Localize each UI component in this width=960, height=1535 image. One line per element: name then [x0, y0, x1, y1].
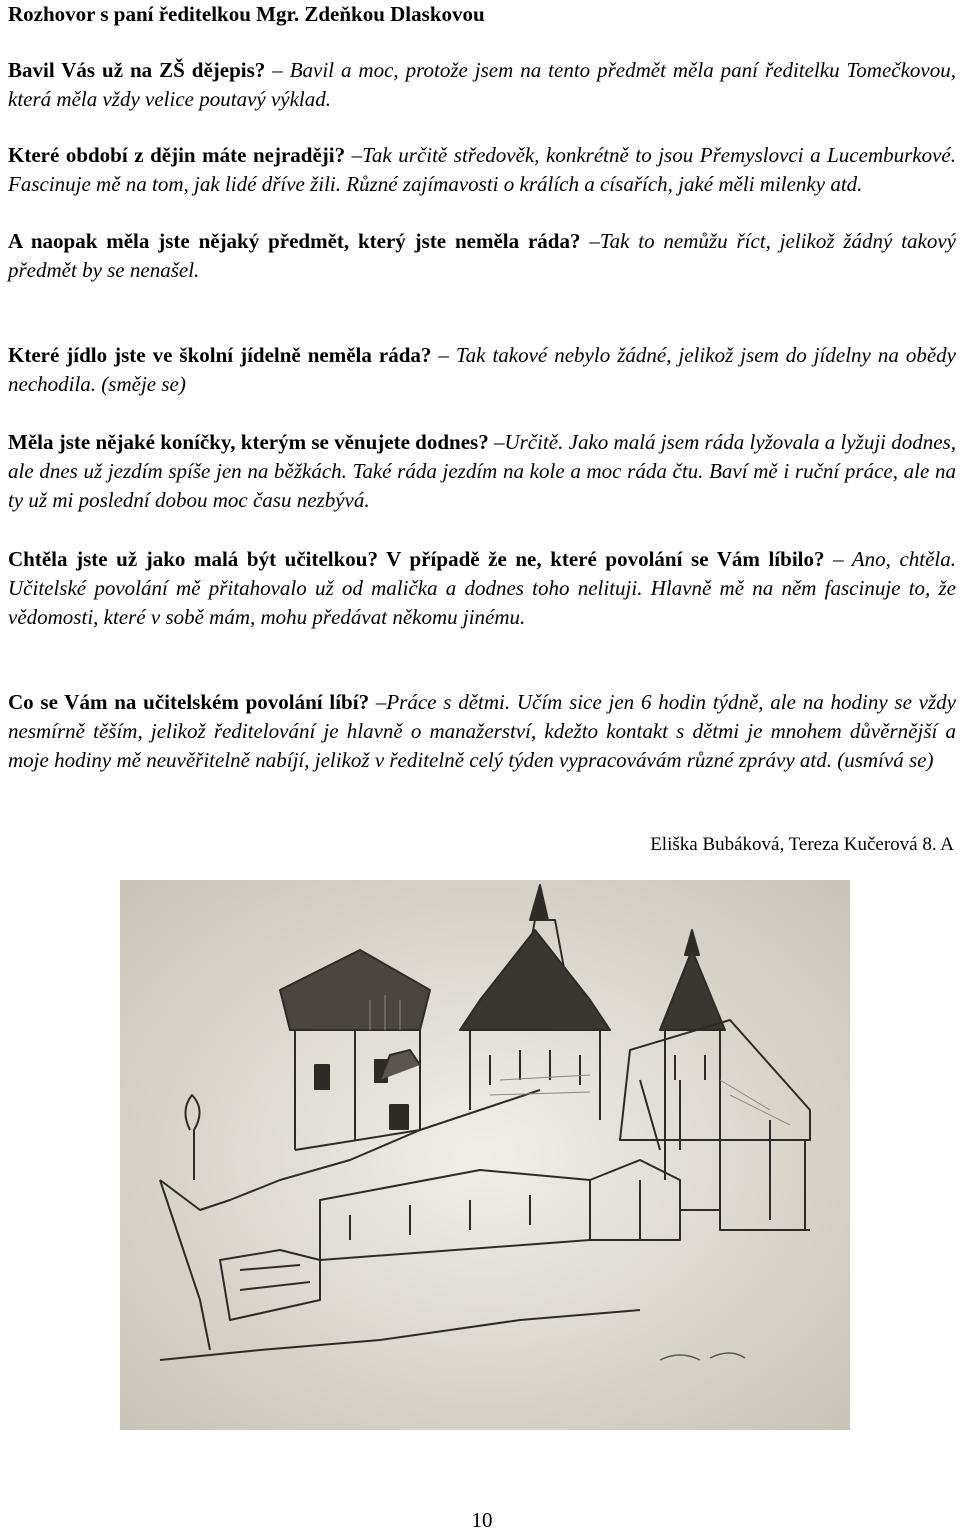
qa-block: [8, 341, 956, 399]
paper-background: [120, 880, 850, 1430]
question: Které období z dějin máte nejraději?: [8, 143, 346, 167]
qa-block: [8, 428, 956, 515]
answer: –Tak to nemůžu říct, jelikož žádný takový předmět by se nenašel.: [8, 229, 957, 282]
question: Měla jste nějaké koníčky, kterým se věnujete dodnes?: [8, 430, 489, 454]
question: Co se Vám na učitelském povolání líbí?: [8, 690, 370, 714]
answer: –Práce s dětmi. Učím sice jen 6 hodin týdně, ale na hodiny se vždy nesmírně těším, jelikož ředitelování je hlavně o manažerství, kdežto kontakt s dětmi je mnohem důvěrnější a moje hodiny mě neuvěřitelně nabíjí, jelikož v ředitelně celý týden vypracovávám různé zprávy atd. (usmívá se): [8, 690, 956, 772]
qa-block: [8, 545, 956, 632]
question: A naopak měla jste nějaký předmět, který jste neměla ráda?: [8, 229, 581, 253]
page-number: 10: [471, 1508, 493, 1532]
question: Chtěla jste už jako malá být učitelkou? V případě že ne, které povolání se Vám líbilo?: [8, 547, 825, 571]
page-title: Rozhovor s paní ředitelkou Mgr. Zdeňkou Dlaskovou: [8, 2, 485, 26]
answer: – Bavil a moc, protože jsem na tento předmět měla paní ředitelku Tomečkovou, která měla vždy velice poutavý výklad.: [8, 58, 956, 111]
qa-block: [8, 56, 956, 114]
question: Které jídlo jste ve školní jídelně neměla ráda?: [8, 343, 432, 367]
author-signature: Eliška Bubáková, Tereza Kučerová 8. A: [650, 834, 954, 855]
answer: – Tak takové nebylo žádné, jelikož jsem do jídelny na obědy nechodila. (směje se): [8, 343, 956, 396]
answer: –Určitě. Jako malá jsem ráda lyžovala a lyžuji dodnes, ale dnes už jezdím spíše jen na běžkách. Také ráda jezdím na kole a moc ráda čtu. Baví mě i ruční práce, ale na ty už mi poslední dobou moc času nezbývá.: [8, 430, 956, 512]
question: Bavil Vás už na ZŠ dějepis?: [8, 58, 266, 82]
castle-drawing: [120, 880, 850, 1430]
qa-block: [8, 688, 956, 775]
answer: –Tak určitě středověk, konkrétně to jsou Přemyslovci a Lucemburkové. Fascinuje mě na tom, jak lidé dříve žili. Různé zajímavosti o králích a císařích, jaké měli milenky atd.: [8, 143, 956, 196]
qa-block: [8, 227, 956, 285]
qa-block: [8, 141, 956, 199]
answer: – Ano, chtěla. Učitelské povolání mě přitahovalo už od malička a dodnes toho nelituji. Hlavně mě na něm fascinuje to, že vědomosti, které v sobě mám, mohu předávat někomu jinému.: [8, 547, 957, 629]
